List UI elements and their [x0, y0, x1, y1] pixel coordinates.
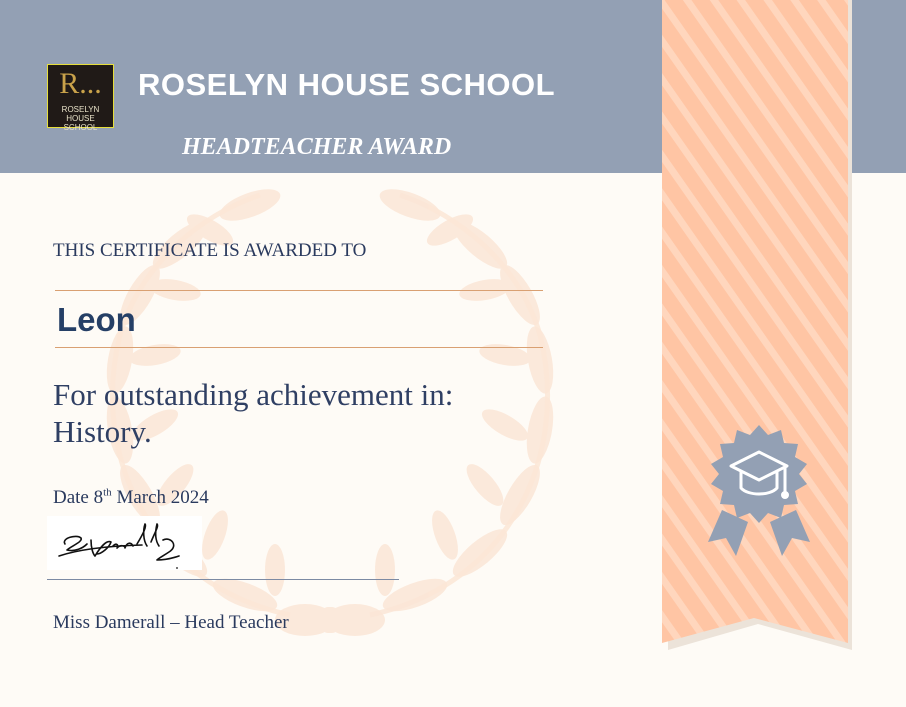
name-rule-bottom: [55, 347, 543, 348]
signatory-name: Miss Damerall – Head Teacher: [53, 612, 289, 633]
signature-image: [47, 516, 202, 570]
signature-line: [47, 579, 399, 580]
signature-icon: [47, 516, 202, 570]
school-logo: [47, 64, 114, 132]
name-rule-top: [55, 290, 543, 291]
achievement-line1: For outstanding achievement in:: [53, 377, 454, 412]
logo-text: [48, 105, 113, 132]
logo-text-line2: SCHOOL: [63, 123, 98, 132]
date-rest: March 2024: [111, 487, 209, 508]
achievement-text: [53, 376, 453, 450]
school-name: ROSELYN HOUSE SCHOOL: [138, 67, 556, 102]
date-ordinal-suffix: th: [103, 486, 112, 499]
award-date: [53, 487, 209, 509]
logo-monogram: R...: [59, 67, 102, 100]
recipient-name: Leon: [57, 301, 136, 338]
graduation-cap-award-badge-icon: [700, 422, 818, 562]
date-prefix: Date 8: [53, 487, 104, 508]
achievement-subject: History.: [53, 414, 152, 449]
logo-text-line1: ROSELYN HOUSE: [61, 105, 100, 123]
awarded-to-label: THIS CERTIFICATE IS AWARDED TO: [53, 240, 367, 261]
award-title: HEADTEACHER AWARD: [182, 134, 452, 160]
